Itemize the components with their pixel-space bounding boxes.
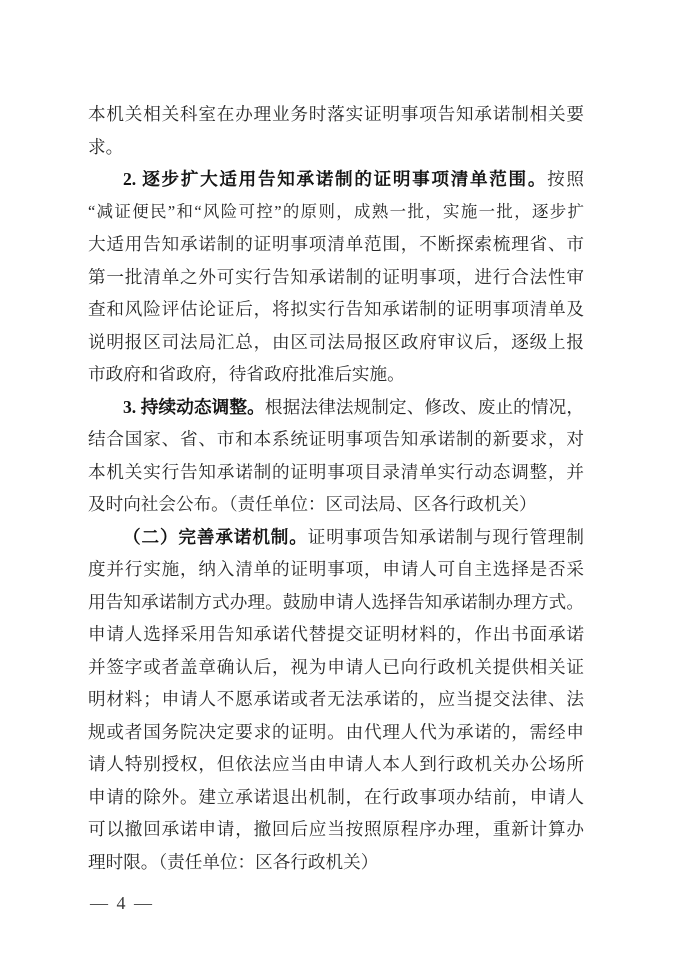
text-line: 度并行实施，纳入清单的证明事项，申请人可自主选择是否采 <box>88 559 584 579</box>
body-text: 根据法律法规制定、修改、废止的情况， <box>264 396 584 417</box>
text-line: 并签字或者盖章确认后，视为申请人已向行政机关提供相关证 <box>88 656 584 677</box>
body-text: 及时向社会公布。 <box>88 494 229 514</box>
text-line: 本机关实行告知承诺制的证明事项目录清单实行动态调整，并 <box>88 461 584 482</box>
text-line: 请人特别授权，但依法应当由申请人本人到行政机关办公场所 <box>88 754 584 774</box>
responsible-unit-note: （责任单位：区各行政机关） <box>158 851 379 872</box>
text-line-heading-2 <box>88 163 584 196</box>
text-line: 大适用告知承诺制的证明事项清单范围，不断探索梳理省、市 <box>88 234 584 254</box>
text-line: 用告知承诺制方式办理。鼓励申请人选择告知承诺制办理方式。 <box>88 591 584 612</box>
text-line: 本机关相关科室在办理业务时落实证明事项告知承诺制相关要 <box>88 104 584 124</box>
text-line: 结合国家、省、市和本系统证明事项告知承诺制的新要求，对 <box>88 429 584 449</box>
text-line: 申请的除外。建立承诺退出机制，在行政事项办结前，申请人 <box>88 786 584 807</box>
body-text: 理时限。 <box>88 851 159 872</box>
numbered-heading: 3. 持续动态调整。 <box>123 396 265 417</box>
text-line: “减证便民”和“风险可控”的原则，成熟一批，实施一批，逐步扩 <box>88 201 584 221</box>
section-heading: （二）完善承诺机制。 <box>123 526 308 547</box>
text-line: 第一批清单之外可实行告知承诺制的证明事项，进行合法性审 <box>88 266 584 287</box>
text-line: 说明报区司法局汇总，由区司法局报区政府审议后，逐级上报 <box>88 331 584 352</box>
page-number: — 4 — <box>90 893 154 913</box>
text-line-section-heading <box>88 521 584 554</box>
numbered-heading: 2. 逐步扩大适用告知承诺制的证明事项清单范围。 <box>123 169 548 189</box>
text-line: 求。 <box>88 136 124 157</box>
text-line: 规或者国务院决定要求的证明。由代理人代为承诺的，需经申 <box>88 721 584 742</box>
text-line-heading-3 <box>88 391 584 424</box>
text-line: 查和风险评估论证后，将拟实行告知承诺制的证明事项清单及 <box>88 299 584 319</box>
text-line: 申请人选择采用告知承诺代替提交证明材料的，作出书面承诺 <box>88 624 584 644</box>
body-text: 证明事项告知承诺制与现行管理制 <box>307 526 584 547</box>
document-body <box>88 98 584 878</box>
responsible-unit-note: （责任单位：区司法局、区各行政机关） <box>228 494 537 514</box>
body-text: 按照 <box>547 169 584 189</box>
text-line: 明材料；申请人不愿承诺或者无法承诺的，应当提交法律、法 <box>88 689 584 709</box>
text-line: 可以撤回承诺申请，撤回后应当按照原程序办理，重新计算办 <box>88 819 584 839</box>
text-line: 市政府和省政府，待省政府批准后实施。 <box>88 364 405 384</box>
text-line-responsible-unit <box>88 846 584 879</box>
text-line-responsible-unit <box>88 488 584 521</box>
